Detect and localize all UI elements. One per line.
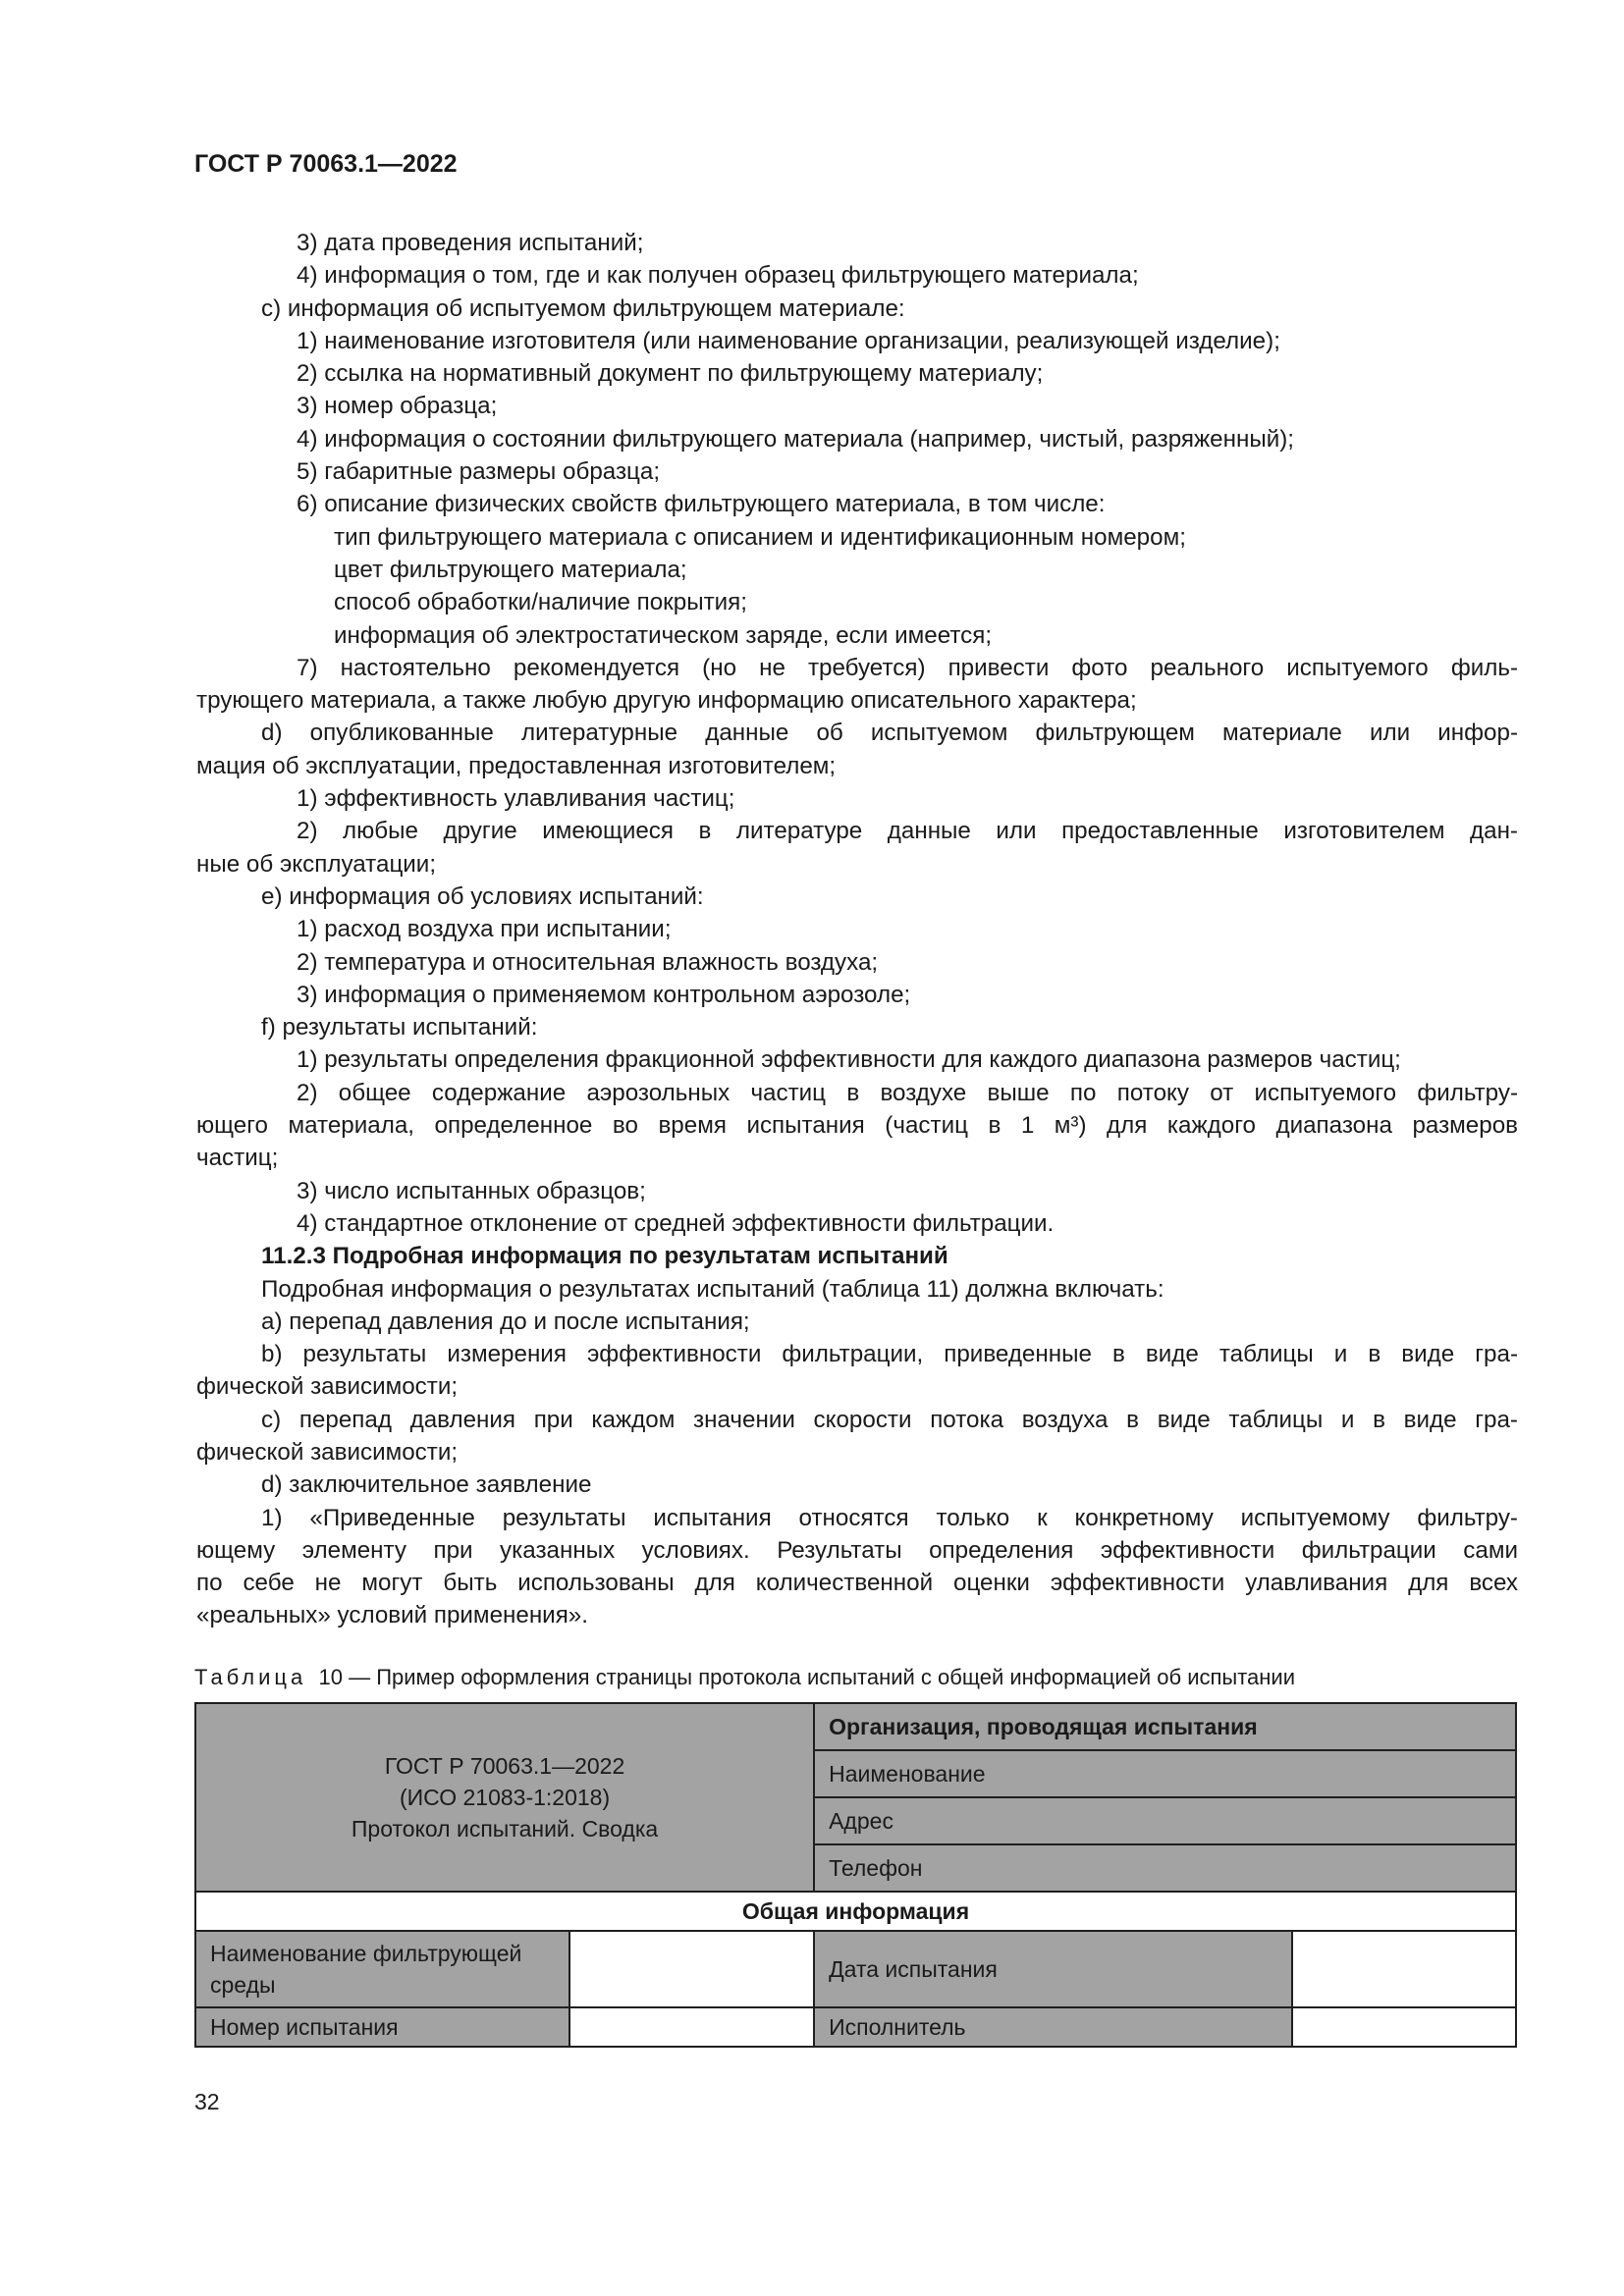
text-line: 1) расход воздуха при испытании; (297, 916, 672, 943)
test-date-label: Дата испытания (814, 1931, 1292, 2007)
text-line: f) результаты испытаний: (261, 1014, 538, 1041)
text-line: 1) эффективность улавливания частиц; (297, 785, 735, 813)
text-line: b) результаты измерения эффективности фильтрации, приведенные в виде таблицы и в виде гра- (261, 1341, 1518, 1368)
body-text (196, 227, 1518, 1632)
protocol-title-line2: (ИСО 21083-1:2018) (399, 1785, 611, 1810)
text-line: тип фильтрующего материала с описанием и идентификационным номером; (334, 523, 1186, 551)
text-line: a) перепад давления до и после испытания; (261, 1308, 750, 1335)
text-line: 2) температура и относительная влажность воздуха; (297, 948, 879, 976)
text-line: 3) дата проведения испытаний; (297, 230, 644, 256)
document-header: ГОСТ Р 70063.1—2022 (194, 150, 458, 178)
performer-label: Исполнитель (814, 2007, 1292, 2047)
text-line: 7) настоятельно рекомендуется (но не требуется) привести фото реального испытуемого филь- (297, 654, 1518, 681)
text-line: 3) число испытанных образцов; (297, 1177, 646, 1204)
text-line: ющему элементу при указанных условиях. Результаты определения эффективности фильтрации сами (196, 1536, 1518, 1564)
text-line: 5) габаритные размеры образца; (297, 458, 661, 486)
table-caption (194, 1665, 1295, 1690)
text-line: трующего материала, а также любую другую информацию описательного характера; (196, 687, 1137, 715)
section-heading: 11.2.3 Подробная информация по результатам испытаний (261, 1243, 948, 1270)
text-line: ные об эксплуатации; (196, 850, 437, 878)
test-number-value (569, 2007, 815, 2047)
text-line: 4) информация о том, где и как получен образец фильтрующего материала; (297, 262, 1139, 290)
text-line: 1) «Приведенные результаты испытания относятся только к конкретному испытуемому фильтру- (261, 1504, 1518, 1531)
test-number-label: Номер испытания (195, 2007, 569, 2047)
text-line: c) перепад давления при каждом значении скорости потока воздуха в виде таблицы и в виде гра- (261, 1406, 1518, 1433)
medium-name-value (569, 1931, 815, 2007)
text-line: «реальных» условий применения». (196, 1602, 588, 1629)
org-phone-cell: Телефон (814, 1844, 1516, 1892)
text-line: информация об электростатическом заряде, если имеется; (334, 621, 993, 649)
text-line: Подробная информация о результатах испытаний (таблица 11) должна включать: (261, 1275, 1164, 1303)
text-line: 6) описание физических свойств фильтрующего материала, в том числе: (297, 491, 1106, 518)
protocol-table (194, 1702, 1517, 2048)
text-line: 1) наименование изготовителя (или наименование организации, реализующей изделие); (297, 327, 1280, 354)
text-line: e) информация об условиях испытаний: (261, 882, 704, 910)
text-line: способ обработки/наличие покрытия; (334, 589, 748, 616)
text-line: 2) любые другие имеющиеся в литературе данные или предоставленные изготовителем дан- (297, 818, 1518, 845)
text-line: фической зависимости; (196, 1438, 459, 1466)
text-line: 1) результаты определения фракционной эффективности для каждого диапазона размеров частиц; (297, 1046, 1401, 1074)
text-line: частиц; (196, 1145, 279, 1172)
page-number: 32 (194, 2089, 220, 2114)
text-line: d) опубликованные литературные данные об испытуемом фильтрующем материале или инфор- (261, 720, 1518, 747)
text-line: цвет фильтрующего материала; (334, 556, 687, 583)
table-caption-word: Таблица (194, 1665, 307, 1689)
text-line: d) заключительное заявление (261, 1471, 592, 1499)
medium-name-label: Наименование фильтрующей среды (195, 1931, 569, 2007)
text-line: 2) общее содержание аэрозольных частиц в воздухе выше по потоку от испытуемого фильтру- (297, 1079, 1518, 1106)
text-line: c) информация об испытуемом фильтрующем материале: (261, 294, 905, 322)
text-line: ющего материала, определенное во время испытания (частиц в 1 м³) для каждого диапазона размеров (196, 1112, 1518, 1140)
text-line: 2) ссылка на нормативный документ по фильтрующему материалу; (297, 360, 1044, 388)
text-line: 3) номер образца; (297, 393, 498, 420)
org-header-cell: Организация, проводящая испытания (814, 1703, 1516, 1750)
org-name-cell: Наименование (814, 1750, 1516, 1797)
text-line: 3) информация о применяемом контрольном аэрозоле; (297, 981, 911, 1008)
protocol-title-line3: Протокол испытаний. Сводка (351, 1816, 659, 1842)
test-date-value (1292, 1931, 1516, 2007)
text-line: по себе не могут быть использованы для количественной оценки эффективности улавливания для всех (196, 1570, 1518, 1597)
text-line: 4) информация о состоянии фильтрующего материала (например, чистый, разряженный); (297, 425, 1295, 453)
text-line: фической зависимости; (196, 1373, 459, 1401)
text-line: 4) стандартное отклонение от средней эффективности фильтрации. (297, 1209, 1055, 1237)
org-address-cell: Адрес (814, 1797, 1516, 1844)
text-line: мация об эксплуатации, предоставленная изготовителем; (196, 752, 837, 779)
general-info-header: Общая информация (195, 1892, 1516, 1931)
performer-value (1292, 2007, 1516, 2047)
table-caption-text: 10 — Пример оформления страницы протокола испытаний с общей информацией об испытании (318, 1665, 1296, 1689)
protocol-title-line1: ГОСТ Р 70063.1—2022 (384, 1753, 625, 1779)
protocol-title-cell (195, 1703, 814, 1892)
